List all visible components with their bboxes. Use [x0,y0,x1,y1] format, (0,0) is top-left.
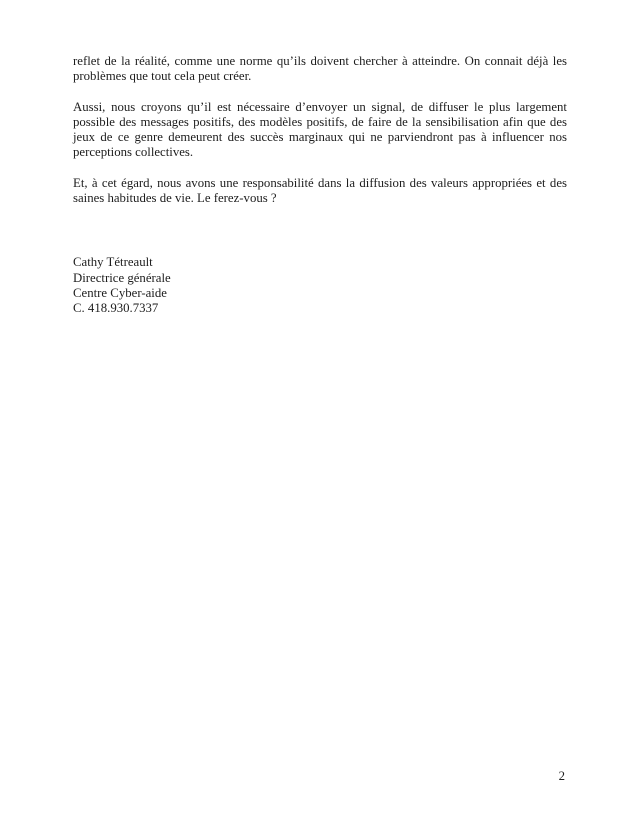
paragraph: reflet de la réalité, comme une norme qu’ils doivent chercher à atteindre. On connait déjà les problèmes que tout cela peut créer. [73,54,567,84]
signature-organization: Centre Cyber-aide [73,285,167,300]
page-number: 2 [558,769,565,783]
signature-title: Directrice générale [73,270,171,285]
paragraph: Aussi, nous croyons qu’il est nécessaire d’envoyer un signal, de diffuser le plus largement possible des messages positifs, des modèles positifs, de faire de la sensibilisation afin que des jeux de ce genre demeurent des succès marginaux qui ne parviendront pas à influencer nos perceptions collectives. [73,99,567,160]
signature-name: Cathy Tétreault [73,255,153,270]
signature-phone: C. 418.930.7337 [73,301,159,316]
letter-body [73,54,567,317]
signature-block [73,255,567,316]
paragraph: Et, à cet égard, nous avons une responsabilité dans la diffusion des valeurs appropriées et des saines habitudes de vie. Le ferez-vous ? [73,175,567,206]
